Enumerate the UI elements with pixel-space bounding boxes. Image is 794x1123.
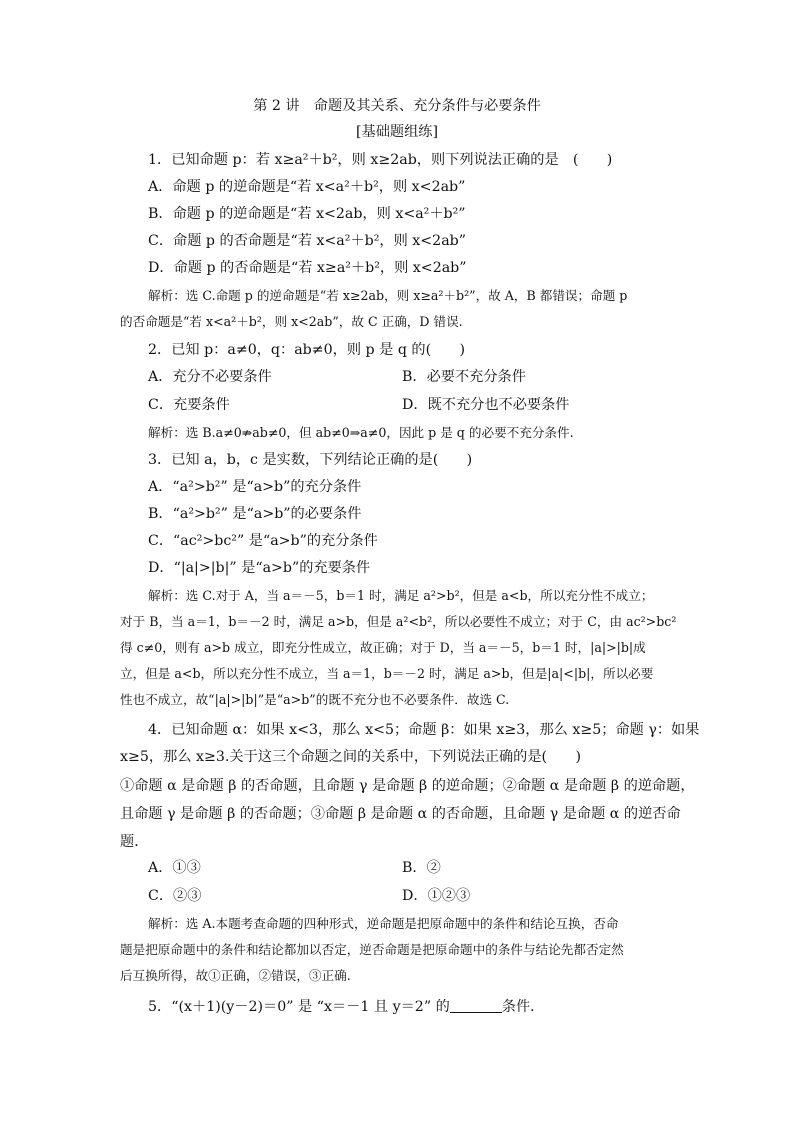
q4-solution-line: 解析：选 A.本题考查命题的四种形式，逆命题是把原命题中的条件和结论互换，否命 [148,916,619,931]
q2-option-d: D．既不充分也不必要条件 [402,397,570,413]
q2-stem: 2．已知 p：a≠0，q：ab≠0，则 p 是 q 的( ) [148,342,466,358]
q3-option-d: D．“|a|>|b|” 是“a>b”的充要条件 [148,560,371,576]
q2-solution-line: 解析：选 B.a≠0⇏ab≠0，但 ab≠0⇒a≠0，因此 p 是 q 的必要不充分条件. [148,425,574,440]
q5-stem-text: 5．“(x＋1)(y－2)＝0” 是 “x＝－1 且 y＝2” 的 [148,999,450,1015]
q4-option-b: B．② [402,860,441,876]
q5-answer-blank [450,998,502,1013]
q5-stem-text: 条件． [501,999,545,1015]
q4-statement: ①命题 α 是命题 β 的否命题，且命题 γ 是命题 β 的逆命题；②命题 α 是命题 β 的逆命题， [120,778,695,794]
q3-option-a: A．“a²>b²” 是“a>b”的充分条件 [148,479,362,495]
q1-option-b: B．命题 p 的逆命题是“若 x<2ab，则 x<a²＋b²” [148,206,466,222]
q3-solution-line: 对于 B，当 a＝1，b＝－2 时，满足 a>b，但是 a²<b²，所以必要性不成立；对于 C，由 ac²>bc² [120,614,677,629]
q4-solution-line: 题是把原命题中的条件和结论都加以否定，逆否命题是把原命题中的条件与结论先都否定然 [120,942,624,957]
q4-option-c: C．②③ [148,888,202,904]
q5-stem [148,997,544,1017]
q3-solution-line: 得 c≠0，则有 a>b 成立，即充分性成立，故正确；对于 D，当 a＝－5，b＝1 时，|a|>|b|成 [120,640,646,655]
q3-option-c: C．“ac²>bc²” 是“a>b”的充分条件 [148,533,378,549]
q1-stem: 1．已知命题 p：若 x≥a²＋b²，则 x≥2ab，则下列说法正确的是 ( ) [148,152,613,168]
q3-solution-line: 立，但是 a<b，所以充分性不成立，当 a＝1，b＝－2 时，满足 a>b，但是|a|<|b|，所以必要 [120,666,654,681]
q2-option-a: A．充分不必要条件 [148,369,272,385]
q3-stem: 3．已知 a，b，c 是实数，下列结论正确的是( ) [148,452,473,468]
q2-option-c: C．充要条件 [148,397,230,413]
page-title: 第 2 讲 命题及其关系、充分条件与必要条件 [253,98,541,114]
q4-stem: x≥5，那么 x≥3.关于这三个命题之间的关系中，下列说法正确的是( ) [120,749,581,765]
q2-option-b: B．必要不充分条件 [402,369,526,385]
q3-solution-line: 解析：选 C.对于 A，当 a＝－5，b＝1 时，满足 a²>b²，但是 a<b，所以充分性不成立； [148,588,654,603]
q1-option-a: A．命题 p 的逆命题是“若 x<a²＋b²，则 x<2ab” [148,179,466,195]
section-heading: [基础题组练] [355,124,438,140]
q1-option-c: C．命题 p 的否命题是“若 x<a²＋b²，则 x<2ab” [148,233,466,249]
q1-solution-line: 解析：选 C.命题 p 的逆命题是“若 x≥2ab，则 x≥a²＋b²”，故 A，B 都错误；命题 p [148,288,628,303]
q1-solution-line: 的否命题是“若 x<a²＋b²，则 x<2ab”，故 C 正确，D 错误. [120,314,463,329]
q1-option-d: D．命题 p 的否命题是“若 x≥a²＋b²，则 x<2ab” [148,260,467,276]
q4-stem: 4．已知命题 α：如果 x<3，那么 x<5；命题 β：如果 x≥3，那么 x≥5；命题 γ：如果 [148,722,700,738]
q4-statement: 且命题 γ 是命题 β 的否命题；③命题 β 是命题 α 的否命题，且命题 γ 是命题 α 的逆否命 [120,806,681,822]
q4-statement: 题． [120,834,149,850]
q4-solution-line: 后互换所得，故①正确，②错误，③正确. [120,968,351,983]
q4-option-d: D．①②③ [402,888,471,904]
q4-option-a: A．①③ [148,860,201,876]
q3-solution-line: 性也不成立，故“|a|>|b|”是“a>b”的既不充分也不必要条件．故选 C. [120,692,510,707]
q3-option-b: B．“a²>b²” 是“a>b”的必要条件 [148,506,362,522]
